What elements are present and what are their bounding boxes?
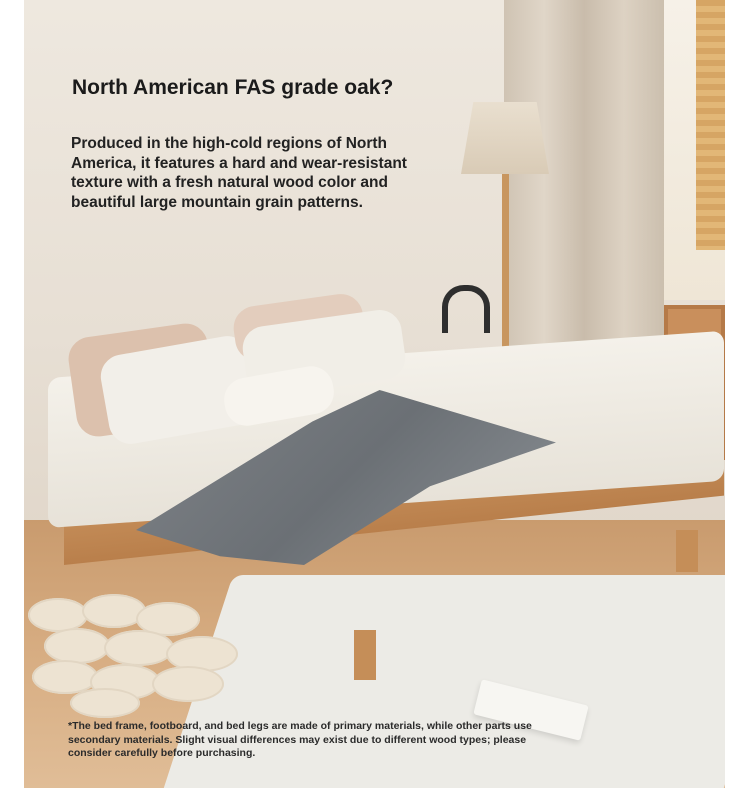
headphones-on-stand [442, 285, 490, 333]
round-rug-piece [44, 628, 110, 664]
window-blind [696, 0, 725, 250]
round-rug-piece [70, 688, 140, 718]
round-rug-piece [152, 666, 224, 702]
bedroom-photo [24, 0, 725, 788]
heading: North American FAS grade oak? [72, 76, 394, 99]
floor-lamp-shade [461, 102, 549, 174]
bed-leg [354, 630, 376, 680]
bed-leg [676, 530, 698, 572]
footnote: *The bed frame, footboard, and bed legs are made of primary materials, while other parts use secondary materials. Slight visual differences may exist due to different wood types; please consider carefully before purchasing. [68, 720, 532, 759]
round-rug-piece [104, 630, 174, 666]
round-rug-piece [28, 598, 88, 632]
description: Produced in the high-cold regions of North America, it features a hard and wear-resistant texture with a fresh natural wood color and beautiful large mountain grain patterns. [71, 135, 407, 211]
